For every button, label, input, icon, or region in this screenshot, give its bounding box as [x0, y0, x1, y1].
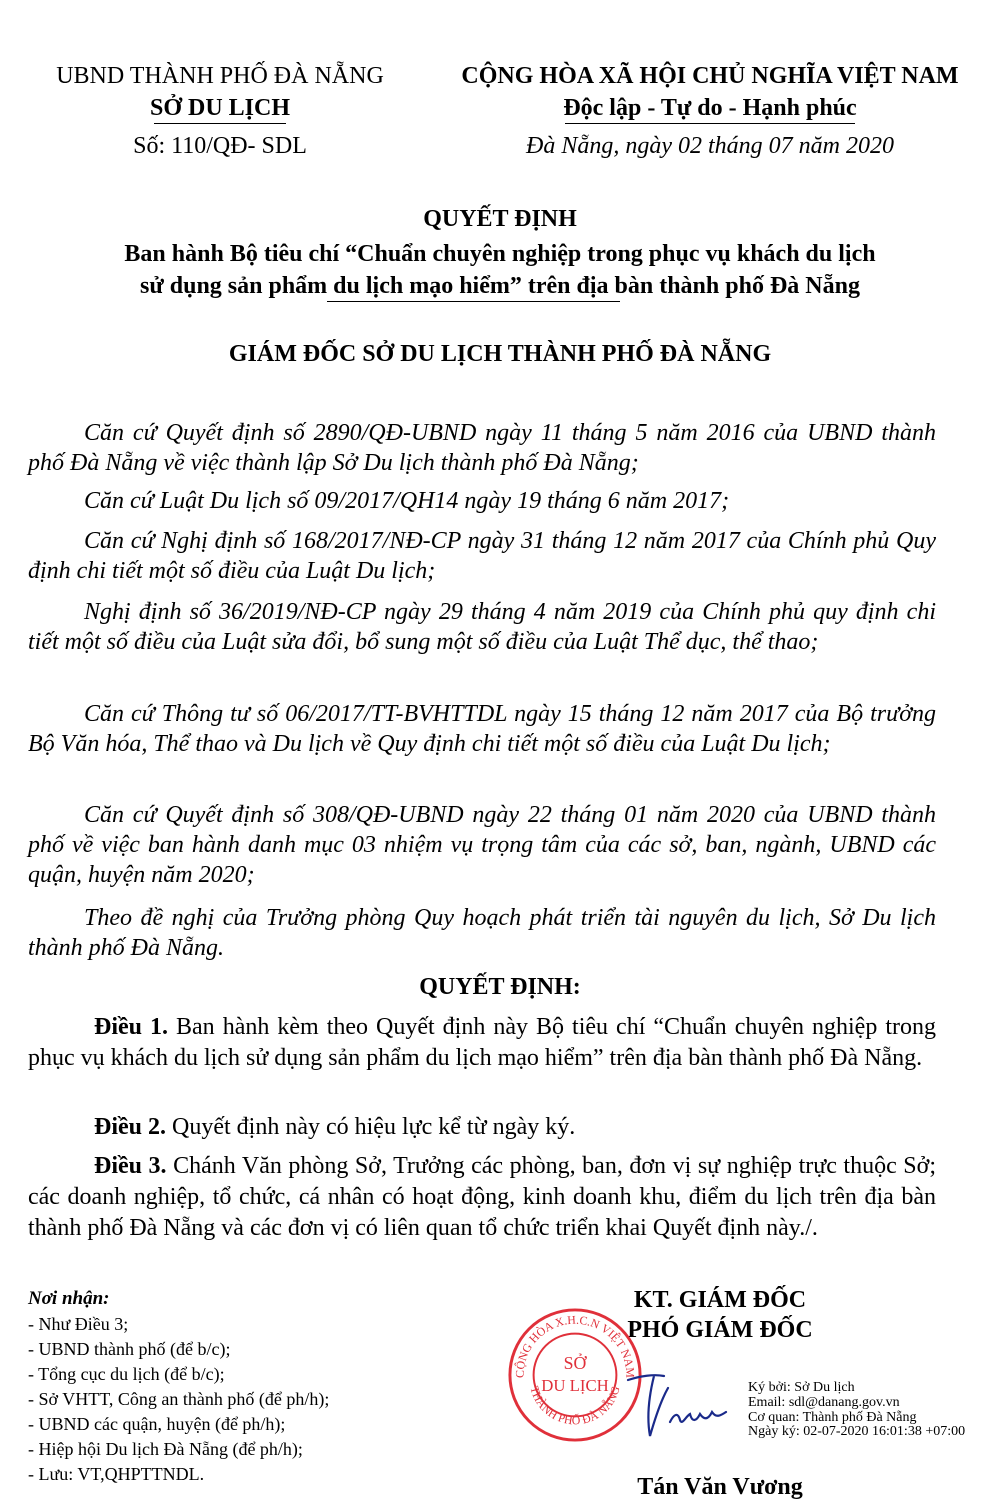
recipient-item: - Sở VHTT, Công an thành phố (để ph/h);	[28, 1389, 330, 1409]
title-divider	[327, 301, 620, 302]
signer-role: KT. GIÁM ĐỐC	[633, 1287, 807, 1313]
preamble-paragraph: Căn cứ Quyết định số 2890/QĐ-UBND ngày 11 tháng 5 năm 2016 của UBND thành phố Đà Nẵng về việc thành lập Sở Du lịch thành phố Đà Nẵng;	[28, 420, 936, 476]
subject-line-1: Ban hành Bộ tiêu chí “Chuẩn chuyên nghiệp trong phục vụ khách du lịch	[124, 241, 876, 267]
stamp-ring-bottom-text: THÀNH PHỐ ĐÀ NẴNG	[527, 1384, 623, 1428]
document-type: QUYẾT ĐỊNH	[423, 206, 577, 232]
issuing-authority: GIÁM ĐỐC SỞ DU LỊCH THÀNH PHỐ ĐÀ NẴNG	[228, 341, 772, 367]
article-2	[28, 1112, 936, 1143]
stamp-ring-top-text: CỘNG HÒA X.H.C.N VIỆT NAM	[512, 1312, 638, 1379]
signer-title: PHÓ GIÁM ĐỐC	[627, 1317, 813, 1343]
signed-by: Ký bởi: Sở Du lịch	[748, 1380, 855, 1395]
stamp-center-line-2: DU LỊCH	[541, 1375, 609, 1395]
signer-agency: Cơ quan: Thành phố Đà Nẵng	[748, 1409, 917, 1425]
article-1	[28, 1012, 936, 1074]
subject-line-2: sử dụng sản phẩm du lịch mạo hiểm” trên địa bàn thành phố Đà Nẵng	[140, 273, 860, 299]
issuing-agency-block	[20, 60, 420, 162]
national-motto: Độc lập - Tự do - Hạnh phúc	[563, 92, 856, 124]
agency-name: SỞ DU LỊCH	[150, 92, 290, 124]
national-header-block	[420, 60, 1000, 162]
article-text: Chánh Văn phòng Sở, Trưởng các phòng, ban, đơn vị sự nghiệp trực thuộc Sở; các doanh nghiệp, tổ chức, cá nhân có hoạt động, kinh doanh khu, điểm du lịch trên địa bàn thành phố Đà Nẵng và các đơn vị có liên quan tổ chức triển khai Quyết định này./.	[28, 1153, 936, 1241]
article-3	[28, 1151, 936, 1244]
agency-parent: UBND THÀNH PHỐ ĐÀ NẴNG	[56, 63, 384, 89]
article-label: Điều 2.	[94, 1114, 166, 1140]
article-text: Ban hành kèm theo Quyết định này Bộ tiêu chí “Chuẩn chuyên nghiệp trong phục vụ khách du lịch sử dụng sản phẩm du lịch mạo hiểm” trên địa bàn thành phố Đà Nẵng.	[28, 1014, 937, 1071]
handwritten-signature	[620, 1362, 760, 1452]
recipient-item: - Lưu: VT,QHPTTNDL.	[28, 1464, 205, 1484]
preamble-paragraph: Theo đề nghị của Trưởng phòng Quy hoạch phát triển tài nguyên du lịch, Sở Du lịch thành phố Đà Nẵng.	[28, 905, 936, 961]
recipients-title: Nơi nhận:	[28, 1288, 110, 1309]
article-label: Điều 3.	[94, 1153, 167, 1179]
decision-heading: QUYẾT ĐỊNH:	[419, 974, 581, 1000]
recipient-item: - Như Điều 3;	[28, 1314, 129, 1334]
recipient-item: - UBND thành phố (để b/c);	[28, 1339, 231, 1359]
signer-name: Tán Văn Vương	[637, 1474, 803, 1500]
recipients-block	[28, 1288, 329, 1485]
recipient-item: - Hiệp hội Du lịch Đà Nẵng (để ph/h);	[28, 1439, 303, 1459]
preamble-paragraph: Căn cứ Luật Du lịch số 09/2017/QH14 ngày 19 tháng 6 năm 2017;	[84, 488, 730, 514]
signer-email: Email: sdl@danang.gov.vn	[748, 1394, 900, 1410]
digital-signature-info	[748, 1381, 965, 1440]
preamble-paragraph: Căn cứ Quyết định số 308/QĐ-UBND ngày 22 tháng 01 năm 2020 của UBND thành phố về việc ban hành danh mục 03 nhiệm vụ trọng tâm của các sở, ban, ngành, UBND các quận, huyện năm 2020;	[28, 802, 936, 888]
document-number: Số: 110/QĐ- SDL	[133, 133, 307, 159]
preamble-paragraph: Nghị định số 36/2019/NĐ-CP ngày 29 tháng 4 năm 2019 của Chính phủ quy định chi tiết một số điều của Luật sửa đổi, bổ sung một số điều của Luật Thể dục, thể thao;	[28, 599, 936, 655]
preamble-paragraph: Căn cứ Thông tư số 06/2017/TT-BVHTTDL ngày 15 tháng 12 năm 2017 của Bộ trưởng Bộ Văn hóa, Thể thao và Du lịch về Quy định chi tiết một số điều của Luật Du lịch;	[28, 701, 936, 757]
stamp-center-line-1: SỞ	[563, 1353, 587, 1374]
article-label: Điều 1.	[94, 1014, 169, 1040]
country-name: CỘNG HÒA XÃ HỘI CHỦ NGHĨA VIỆT NAM	[461, 63, 959, 89]
preamble-paragraph: Căn cứ Nghị định số 168/2017/NĐ-CP ngày 31 tháng 12 năm 2017 của Chính phủ Quy định chi tiết một số điều của Luật Du lịch;	[28, 528, 936, 584]
recipient-item: - Tổng cục du lịch (để b/c);	[28, 1364, 225, 1384]
article-text: Quyết định này có hiệu lực kể từ ngày ký.	[166, 1114, 576, 1140]
signed-date: Ngày ký: 02-07-2020 16:01:38 +07:00	[748, 1424, 966, 1440]
issue-date: Đà Nẵng, ngày 02 tháng 07 năm 2020	[526, 133, 894, 159]
recipient-item: - UBND các quận, huyện (để ph/h);	[28, 1414, 286, 1434]
